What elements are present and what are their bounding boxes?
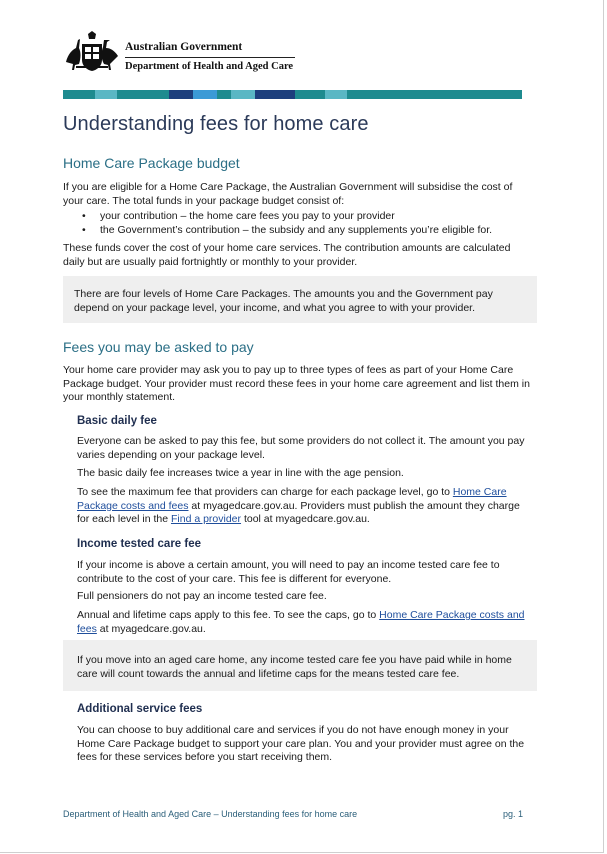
bullet-icon: • (82, 223, 86, 236)
stripe-segment (255, 90, 295, 99)
list-item: • your contribution – the home care fees you pay to your provider (82, 210, 395, 222)
basic-p1: Everyone can be asked to pay this fee, but some providers do not collect it. The amount you pay varies depending on your package level. (77, 435, 525, 461)
income-p3: Annual and lifetime caps apply to this fee. To see the caps, go to Home Care Package costs and fees at myagedcare.gov.au. (77, 609, 525, 635)
stripe-segment (117, 90, 169, 99)
stripe-segment (193, 90, 217, 99)
link-find-a-provider[interactable]: Find a provider (170, 513, 242, 525)
fees-intro: Your home care provider may ask you to pay up to three types of fees as part of your Home Care Package budget. Your provider must record these fees in your home care agreement and list them in your monthly statement. (63, 364, 530, 403)
subheading-additional-fees: Additional service fees (77, 703, 203, 715)
subheading-basic-daily-fee: Basic daily fee (77, 415, 157, 427)
section-heading-fees: Fees you may be asked to pay (63, 339, 254, 355)
stripe-segment (325, 90, 347, 99)
budget-intro: If you are eligible for a Home Care Package, the Australian Government will subsidise the cost of your care. The total funds in your package budget consist of: (63, 181, 513, 207)
subheading-income-tested-fee: Income tested care fee (77, 538, 202, 550)
stripe-segment (217, 90, 231, 99)
decorative-color-stripe (63, 90, 522, 99)
page-title: Understanding fees for home care (63, 113, 369, 135)
government-name: Australian Government (125, 41, 243, 53)
income-p1: If your income is above a certain amount, you will need to pay an income tested care fee to contribute to the cost of your care. This fee is different for everyone. (77, 559, 500, 585)
budget-bullet-list (63, 210, 492, 237)
link-home-care-costs[interactable]: Home Care Package costs and fees (77, 486, 507, 512)
additional-p1: You can choose to buy additional care and services if you do not have enough money in your Home Care Package budget to support your care plan. You and your provider must agree on the fees for these services before you start receiving them. (77, 724, 525, 763)
callout-text: If you move into an aged care home, any income tested care fee you have paid while in home care will count towards the annual and lifetime caps for the means tested care fee. (77, 654, 512, 680)
callout-box (63, 276, 537, 323)
section-heading-budget: Home Care Package budget (63, 155, 240, 171)
budget-after: These funds cover the cost of your home care services. The contribution amounts are calculated daily but are usually paid fortnightly or monthly to your provider. (63, 242, 511, 268)
basic-p2: The basic daily fee increases twice a year in line with the age pension. (77, 467, 404, 479)
bullet-icon: • (82, 210, 86, 222)
stripe-segment (347, 90, 522, 99)
department-name: Department of Health and Aged Care (125, 61, 294, 72)
stripe-segment (63, 90, 95, 99)
stripe-segment (169, 90, 193, 99)
basic-p3: To see the maximum fee that providers can charge for each package level, go to Home Care Package costs and fees at myagedcare.gov.au. Providers must publish the amount they charge for each level in the Find a provider tool at myagedcare.gov.au. (77, 486, 520, 525)
link-home-care-costs-2[interactable]: Home Care Package costs and fees (77, 609, 525, 635)
stripe-segment (95, 90, 117, 99)
stripe-segment (231, 90, 255, 99)
stripe-segment (295, 90, 325, 99)
footer-document-title: Department of Health and Aged Care – Understanding fees for home care (63, 809, 358, 819)
callout-box (63, 640, 537, 691)
header-rule (125, 57, 295, 58)
callout-text: There are four levels of Home Care Packages. The amounts you and the Government pay depend on your package level, your income, and what you agree to with your provider. (74, 288, 493, 314)
commonwealth-coat-of-arms-icon (64, 30, 120, 72)
income-p2: Full pensioners do not pay an income tested care fee. (77, 590, 327, 602)
list-item: • the Government’s contribution – the subsidy and any supplements you’re eligible for. (82, 223, 493, 236)
page-number: pg. 1 (503, 809, 524, 819)
